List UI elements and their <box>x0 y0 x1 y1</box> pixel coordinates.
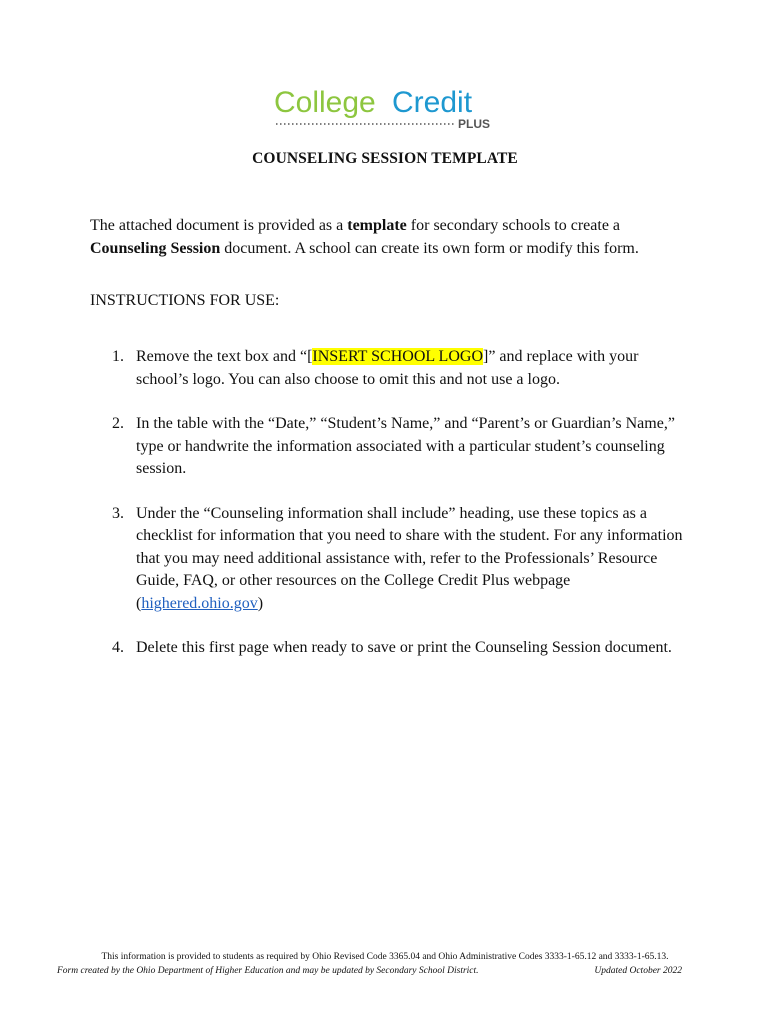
list-item <box>90 637 690 660</box>
list-number: 1. <box>112 348 124 365</box>
footer-credits <box>57 966 682 976</box>
college-credit-plus-logo <box>274 82 504 134</box>
list-item <box>90 346 690 391</box>
list-number: 2. <box>112 415 124 432</box>
footer-created-by: Form created by the Ohio Department of Higher Education and may be updated by Secondary School District. <box>57 966 479 976</box>
logo-plus-text: PLUS <box>458 117 491 131</box>
highered-link[interactable]: highered.ohio.gov <box>141 594 258 612</box>
step-text: Delete this first page when ready to save or print the Counseling Session document. <box>136 639 672 656</box>
intro-text-2: for secondary schools to create a <box>406 217 621 234</box>
footer-updated-date: Updated October 2022 <box>594 966 682 976</box>
step-text: Under the “Counseling information shall include” heading, use these topics as a checklist for information that you need to share with the student. For any information that you may need additional assistance with, refer to the Professionals’ Resource Guide, FAQ, or other resources on the College Credit Plus webpage ( <box>136 504 683 612</box>
step-text: Remove the text box and “[ <box>136 348 313 365</box>
page-title: COUNSELING SESSION TEMPLATE <box>252 150 518 167</box>
instructions-heading: INSTRUCTIONS FOR USE: <box>90 292 280 309</box>
logo-college-text: College <box>274 86 376 119</box>
intro-bold-counseling-session: Counseling Session <box>90 240 221 257</box>
intro-bold-template: template <box>347 217 407 234</box>
intro-text-1: The attached document is provided as a <box>90 217 348 234</box>
step-text: In the table with the “Date,” “Student’s Name,” and “Parent’s or Guardian’s Name,” type or handwrite the information associated with a particular student’s counseling session. <box>136 415 675 477</box>
step-text: ) <box>257 594 264 612</box>
list-number: 3. <box>112 504 124 522</box>
list-item <box>90 413 690 481</box>
list-number: 4. <box>112 639 124 656</box>
footer-legal-note: This information is provided to students as required by Ohio Revised Code 3365.04 and Ohio Administrative Codes 3333-1-65.12 and 3333-1-65.13. <box>101 952 669 962</box>
intro-paragraph <box>90 214 690 260</box>
step-text: ]” and replace with your school’s logo. You can also choose to omit this and not use a logo. <box>136 348 639 388</box>
insert-school-logo-highlight: INSERT SCHOOL LOGO <box>312 348 483 365</box>
logo-credit-text: Credit <box>392 86 473 119</box>
list-item <box>90 503 690 616</box>
intro-text-3: document. A school can create its own form or modify this form. <box>220 240 639 257</box>
instructions-list <box>90 346 690 682</box>
